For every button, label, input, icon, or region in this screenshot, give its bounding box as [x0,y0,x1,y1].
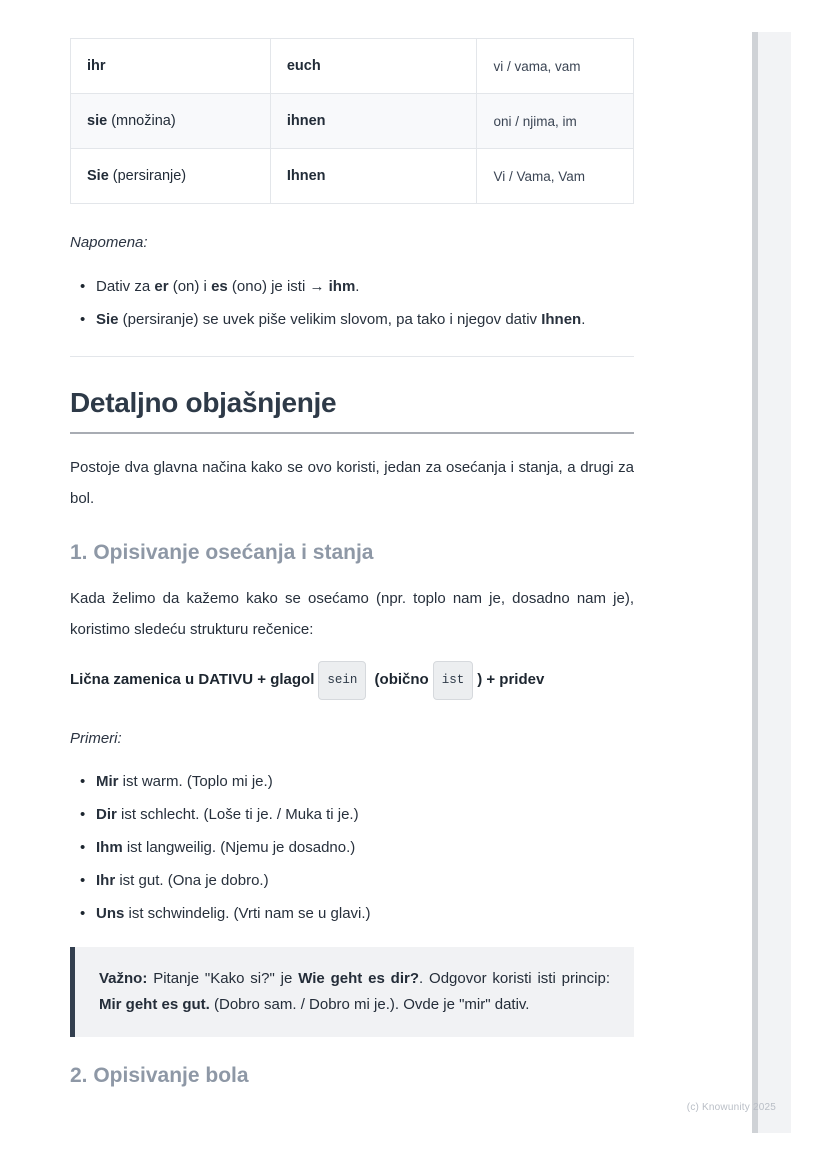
examples-list [70,772,634,924]
cell-serbian: Vi / Vama, Vam [477,149,634,204]
important-callout [70,947,634,1037]
structure-formula: Lična zamenica u DATIVU + glagol sein (obično ist ) + pridev [70,661,634,700]
paragraph-feelings: Kada želimo da kažemo kako se osećamo (npr. toplo nam je, dosadno nam je), koristimo sledeću strukturu rečenice: [70,590,634,638]
examples-label: Primeri: [70,730,122,747]
cell-dative: Ihnen [270,149,477,204]
table-row [71,149,634,204]
cell-nominative: ihr [71,39,271,94]
list-item: • Dativ za er (on) i es (ono) je isti → ihm. [70,277,634,297]
copyright-text: (c) Knowunity 2025 [686,1102,776,1113]
intro-paragraph: Postoje dva glavna načina kako se ovo koristi, jedan za osećanja i stanja, a drugi za bol. [70,459,634,507]
cell-nominative: Sie (persiranje) [71,149,271,204]
cell-nominative: sie (množina) [71,94,271,149]
list-item: • Dir ist schlecht. (Loše ti je. / Muka ti je.) [70,805,634,825]
list-item: • Ihm ist langweilig. (Njemu je dosadno.) [70,838,634,858]
list-item: • Mir ist warm. (Toplo mi je.) [70,772,634,792]
table-row [71,39,634,94]
cell-serbian: vi / vama, vam [477,39,634,94]
section-heading: Detaljno objašnjenje [70,387,634,434]
list-item: • Ihr ist gut. (Ona je dobro.) [70,871,634,891]
callout-text: Važno: Pitanje "Kako si?" je Wie geht es dir?. Odgovor koristi isti princip: Mir geht es gut. (Dobro sam. / Dobro mi je.). Ovde je "mir" dativ. [99,970,610,1013]
cell-serbian: oni / njima, im [477,94,634,149]
list-item: • Sie (persiranje) se uvek piše velikim slovom, pa tako i njegov dativ Ihnen. [70,310,634,330]
scrollbar[interactable] [752,32,791,1133]
table-row [71,94,634,149]
page-content [70,0,634,1088]
pronoun-table [70,38,634,204]
cell-dative: euch [270,39,477,94]
subsection-heading-pain: 2. Opisivanje bola [70,1064,249,1087]
section-divider [70,356,634,357]
subsection-heading-feelings: 1. Opisivanje osećanja i stanja [70,541,374,564]
cell-dative: ihnen [270,94,477,149]
note-label: Napomena: [70,234,148,251]
notes-list [70,277,634,330]
list-item: • Uns ist schwindelig. (Vrti nam se u glavi.) [70,904,634,924]
